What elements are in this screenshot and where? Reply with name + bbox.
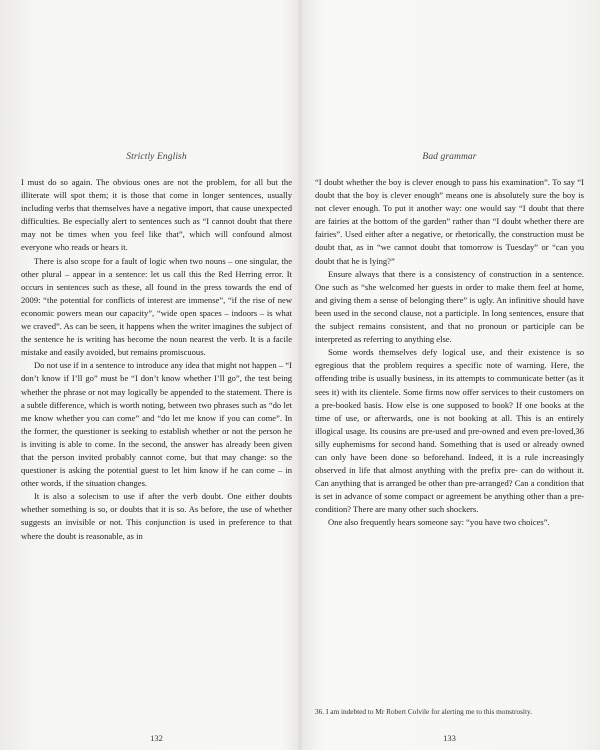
- paragraph: One also frequently hears someone say: “you have two choices”.: [328, 517, 550, 528]
- paragraph: Some words themselves defy logical use, and their existence is so egregious that the problem requires a specific note of warning. Here, the offending tribe is usually business, in its attempts to communicate better (as it sees it) with its clientele. Some firms now offer services to their customers on a pre-booked basis. How else is one supposed to book? If one books at the time of use, or afterwards, one is not booking at all. This is an entirely illogical usage. Its cousins are pre-used and pre-owned and even pre-loved,36 silly euphemisms for second hand. Something that is used or already owned can only have been done so beforehand. Indeed, it is a rule increasingly observed in life that almost anything with the prefix pre- can do without it. Can anything that is arranged be other than pre-arranged? Can a condition that is set in advance of some compact or agreement be anything other than a pre-condition? There are many other such shockers.: [315, 347, 584, 515]
- running-head-left: Strictly English: [126, 152, 187, 162]
- left-page: [21, 152, 292, 743]
- paragraph: It is also a solecism to use if after the verb doubt. One either doubts whether something is so, or doubts that it is so. As before, the use of whether suggests an invisible or not. This conjunction is used in preference to that where the doubt is reasonable, as in: [21, 491, 292, 541]
- left-page-body: [21, 176, 292, 543]
- page-number-right: 133: [443, 733, 456, 743]
- paragraph: Do not use if in a sentence to introduce any idea that might not happen – “I don’t know if I’ll go” must be “I don’t know whether I’ll go”, the test being whether the phrase or not may logically be appended to the statement. There is a subtle difference, which is worth noting, between two phrases such as “do let me know whether you can come” and “do let me know if you can come”. In the former, the questioner is seeking to establish whether or not the person he is inviting is able to come. In the second, the answer has already been given that the person invited probably cannot come, but that may change: so the questioner is asking the potential guest to let him know if he can come – in other words, if the situation changes.: [21, 360, 292, 489]
- paragraph: I must do so again. The obvious ones are not the problem, for all but the illiterate will spot them; it is those that come in longer sentences, usually including verbs that themselves have a negative import, that cause unexpected difficulties. Be especially alert to sentences such as “I cannot doubt that there may not be times when you feel like that”, which will confound almost everyone who reads or hears it.: [21, 177, 292, 253]
- running-head-right: Bad grammar: [422, 152, 477, 162]
- paragraph: “I doubt whether the boy is clever enough to pass his examination”. To say “I doubt that the boy is clever enough” means one is absolutely sure the boy is not clever enough. To put it another way: one would say “I doubt that there are fairies at the bottom of the garden” rather than “I doubt whether there are fairies”. Used either after a negative, or rhetorically, the construction must be doubt that, as in “we cannot doubt that tomorrow is Tuesday” or “can you doubt that he is lying?”: [315, 177, 584, 266]
- right-page-body: [315, 176, 584, 530]
- page-number-left: 132: [150, 733, 163, 743]
- right-page: [315, 152, 584, 743]
- paragraph: There is also scope for a fault of logic when two nouns – one singular, the other plural – appear in a sentence: let us call this the Red Herring error. It occurs in sentences such as these, all found in the press towards the end of 2009: “the potential for conflicts of interest are immense”, “if the rise of new economic powers mean our capacity”, “wide open spaces – indoors – is what we craved”. As can be seen, it happens when the writer imagines the subject of the sentence he is writing has become the noun nearest the verb. It is a facile mistake and easily avoided, but remains promiscuous.: [21, 255, 292, 358]
- paragraph: Ensure always that there is a consistency of construction in a sentence. One such as “she welcomed her guests in order to make them feel at home, and giving them a sense of belonging there” is ugly. An infinitive should have been used in the second clause, not a participle. In long sentences, ensure that the subject remains consistent, and that no pronoun or participle can be interpreted as referring to anything else.: [315, 268, 584, 345]
- footnote: 36. I am indebted to Mr Robert Colvile for alerting me to this monstrosity.: [315, 707, 532, 716]
